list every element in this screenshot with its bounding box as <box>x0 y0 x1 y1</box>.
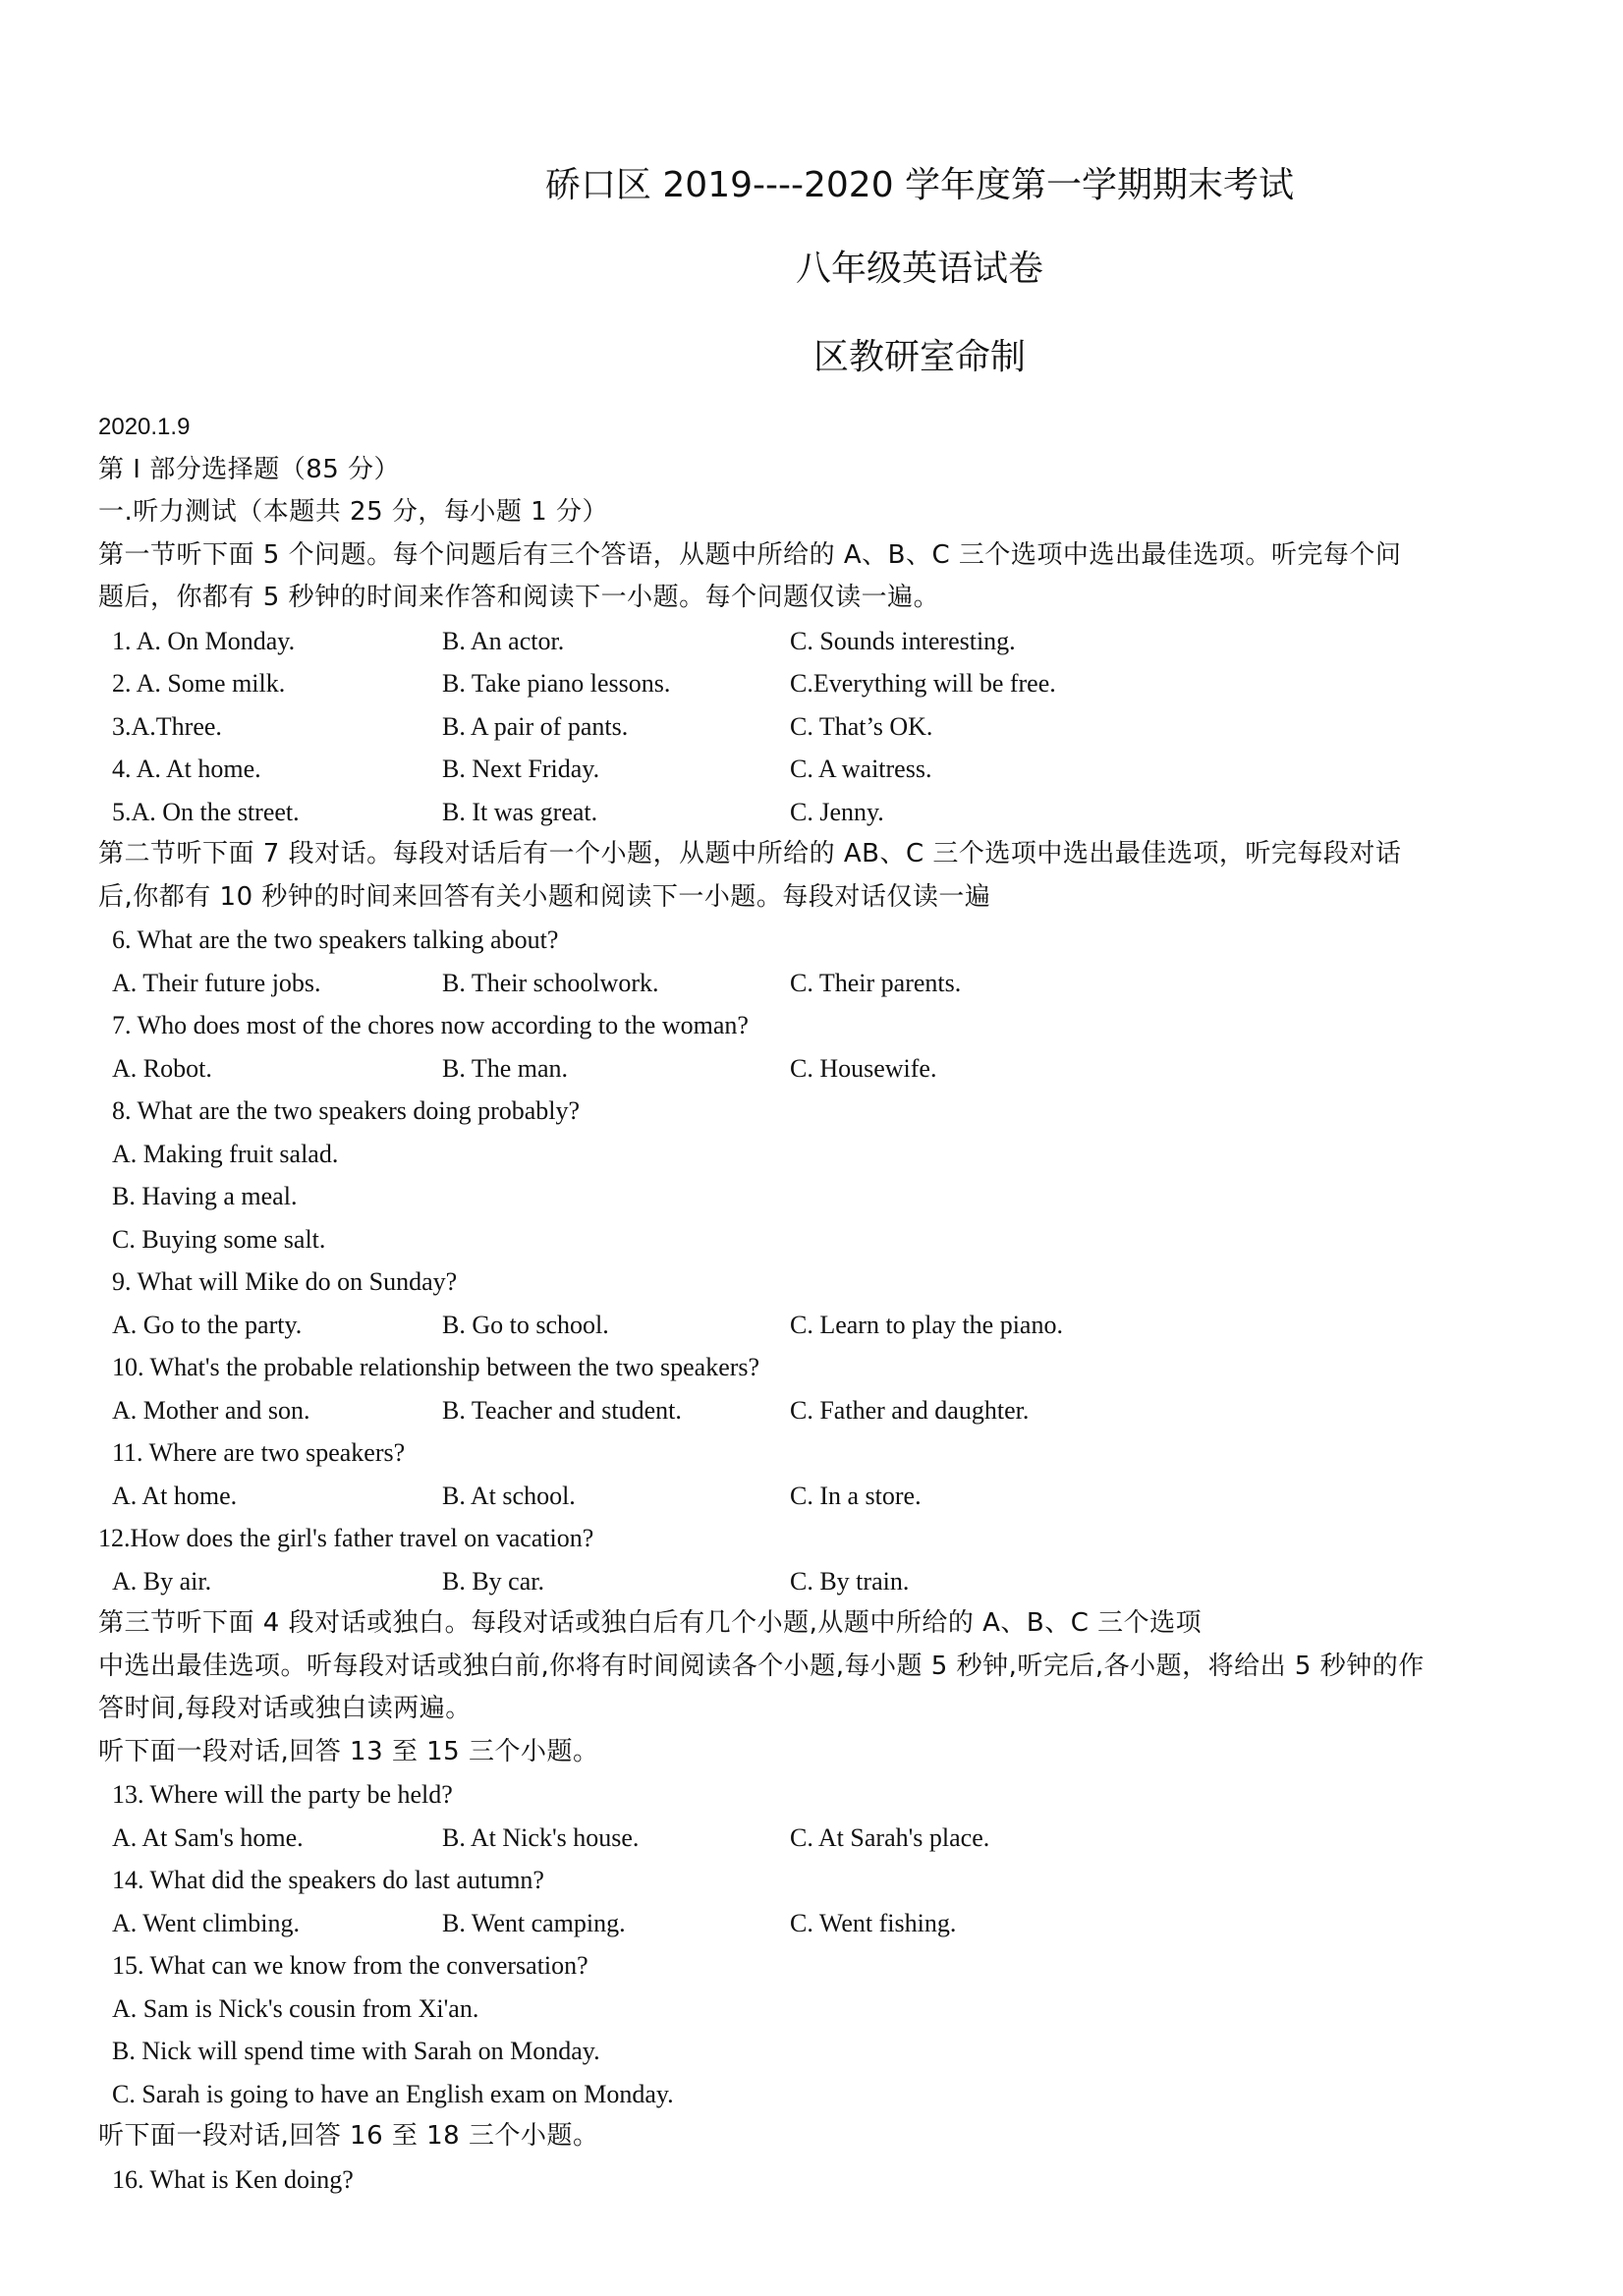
option-b: B. Went camping. <box>442 1908 626 1937</box>
question-14-options <box>98 1902 1542 1945</box>
option-b: B. Teacher and student. <box>442 1395 682 1425</box>
option-b: B. It was great. <box>442 797 598 826</box>
question-row-1 <box>98 620 1542 663</box>
dialog1-intro: 听下面一段对话,回答 13 至 15 三个小题。 <box>98 1736 599 1766</box>
exam-body <box>98 406 1542 2201</box>
option-c: C. Learn to play the piano. <box>790 1310 1063 1339</box>
section2-instructions: 第二节听下面 7 段对话。每段对话后有一个小题，从题中所给的 AB、C 三个选项中选出最佳选项，听完每段对话 <box>98 839 1402 868</box>
option-b: B. A pair of pants. <box>442 711 629 741</box>
option-a: A. Go to the party. <box>112 1310 303 1339</box>
option-a: A. Their future jobs. <box>112 968 321 997</box>
option-b: B. At Nick's house. <box>442 1822 640 1852</box>
section1-instructions: 第一节听下面 5 个问题。每个问题后有三个答语，从题中所给的 A、B、C 三个选项中选出最佳选项。听完每个问 <box>98 539 1402 570</box>
option-c: C. Their parents. <box>790 968 962 997</box>
question-16: 16. What is Ken doing? <box>112 2164 354 2194</box>
option-c: C. In a store. <box>790 1481 922 1510</box>
question-13-options <box>98 1817 1542 1860</box>
option-b: B. At school. <box>442 1481 576 1510</box>
option-b: B. Next Friday. <box>442 755 600 783</box>
question-row-4 <box>98 748 1542 791</box>
question-6-options <box>98 962 1542 1005</box>
option-a: 1. A. On Monday. <box>112 626 296 655</box>
option-c: C. At Sarah's place. <box>790 1822 990 1852</box>
question-15-option-c: C. Sarah is going to have an English exam on Monday. <box>112 2079 674 2108</box>
question-12: 12.How does the girl's father travel on vacation? <box>98 1524 594 1552</box>
question-9-options <box>98 1304 1542 1347</box>
question-10: 10. What's the probable relationship between the two speakers? <box>112 1353 760 1381</box>
dialog2-intro: 听下面一段对话,回答 16 至 18 三个小题。 <box>98 2121 599 2151</box>
option-b: B. The man. <box>442 1053 569 1083</box>
question-row-3 <box>98 705 1542 749</box>
option-c: C. Housewife. <box>790 1053 937 1083</box>
question-12-options <box>98 1560 1542 1603</box>
option-c: C.Everything will be free. <box>790 669 1056 698</box>
question-10-options <box>98 1389 1542 1432</box>
option-a: 5.A. On the street. <box>112 797 300 826</box>
option-a: 2. A. Some milk. <box>112 669 286 698</box>
option-c: C. That’s OK. <box>790 711 933 741</box>
question-7-options <box>98 1047 1542 1091</box>
section3-instructions: 第三节听下面 4 段对话或独白。每段对话或独白后有几个小题,从题中所给的 A、B、C 三个选项 <box>98 1608 1203 1638</box>
question-15: 15. What can we know from the conversation? <box>112 1951 588 1980</box>
section1-instructions-cont: 题后，你都有 5 秒钟的时间来作答和阅读下一小题。每个问题仅读一遍。 <box>98 583 940 612</box>
section3-instructions-end: 答时间,每段对话或独白读两遍。 <box>98 1694 472 1723</box>
option-a: A. At Sam's home. <box>112 1822 304 1852</box>
option-a: 3.A.Three. <box>112 711 222 741</box>
question-8-option-c: C. Buying some salt. <box>112 1224 326 1254</box>
section3-instructions-cont: 中选出最佳选项。听每段对话或独白前,你将有时间阅读各个小题,每小题 5 秒钟,听完后,各小题，将给出 5 秒钟的作 <box>98 1651 1425 1681</box>
section2-instructions-cont: 后,你都有 10 秒钟的时间来回答有关小题和阅读下一小题。每段对话仅读一遍 <box>98 881 991 912</box>
option-a: 4. A. At home. <box>112 755 261 783</box>
question-row-5 <box>98 791 1542 834</box>
option-b: B. By car. <box>442 1566 544 1596</box>
option-a: A. At home. <box>112 1481 238 1510</box>
question-6: 6. What are the two speakers talking about? <box>112 925 559 954</box>
option-c: C. Went fishing. <box>790 1908 957 1937</box>
exam-author: 区教研室命制 <box>812 337 1026 377</box>
question-8-option-a: A. Making fruit salad. <box>112 1139 339 1168</box>
option-a: A. Went climbing. <box>112 1908 300 1937</box>
option-a: A. Robot. <box>112 1053 212 1083</box>
option-c: C. Jenny. <box>790 797 884 826</box>
question-8: 8. What are the two speakers doing probably? <box>112 1096 581 1125</box>
question-15-option-b: B. Nick will spend time with Sarah on Monday. <box>112 2037 600 2065</box>
exam-subtitle: 八年级英语试卷 <box>795 249 1043 289</box>
question-9: 9. What will Mike do on Sunday? <box>112 1267 458 1296</box>
option-a: A. Mother and son. <box>112 1395 310 1425</box>
option-b: B. Their schoolwork. <box>442 968 659 997</box>
option-c: C. By train. <box>790 1566 910 1596</box>
question-row-2 <box>98 662 1542 705</box>
option-c: C. Father and daughter. <box>790 1395 1030 1425</box>
option-a: A. By air. <box>112 1566 212 1596</box>
question-11-options <box>98 1475 1542 1518</box>
option-c: C. Sounds interesting. <box>790 626 1016 655</box>
part1-heading: 第 I 部分选择题（85 分） <box>98 454 401 484</box>
option-b: B. Go to school. <box>442 1310 609 1339</box>
option-c: C. A waitress. <box>790 755 932 783</box>
exam-title: 硚口区 2019----2020 学年度第一学期期末考试 <box>544 165 1295 205</box>
option-b: B. An actor. <box>442 626 565 655</box>
question-13: 13. Where will the party be held? <box>112 1780 453 1809</box>
question-11: 11. Where are two speakers? <box>112 1438 406 1467</box>
option-b: B. Take piano lessons. <box>442 669 671 698</box>
listening-heading: 一.听力测试（本题共 25 分，每小题 1 分） <box>98 497 608 527</box>
exam-date: 2020.1.9 <box>98 414 191 440</box>
question-15-option-a: A. Sam is Nick's cousin from Xi'an. <box>112 1993 479 2023</box>
question-7: 7. Who does most of the chores now according to the woman? <box>112 1011 749 1039</box>
question-14: 14. What did the speakers do last autumn? <box>112 1866 544 1894</box>
question-8-option-b: B. Having a meal. <box>112 1182 298 1210</box>
